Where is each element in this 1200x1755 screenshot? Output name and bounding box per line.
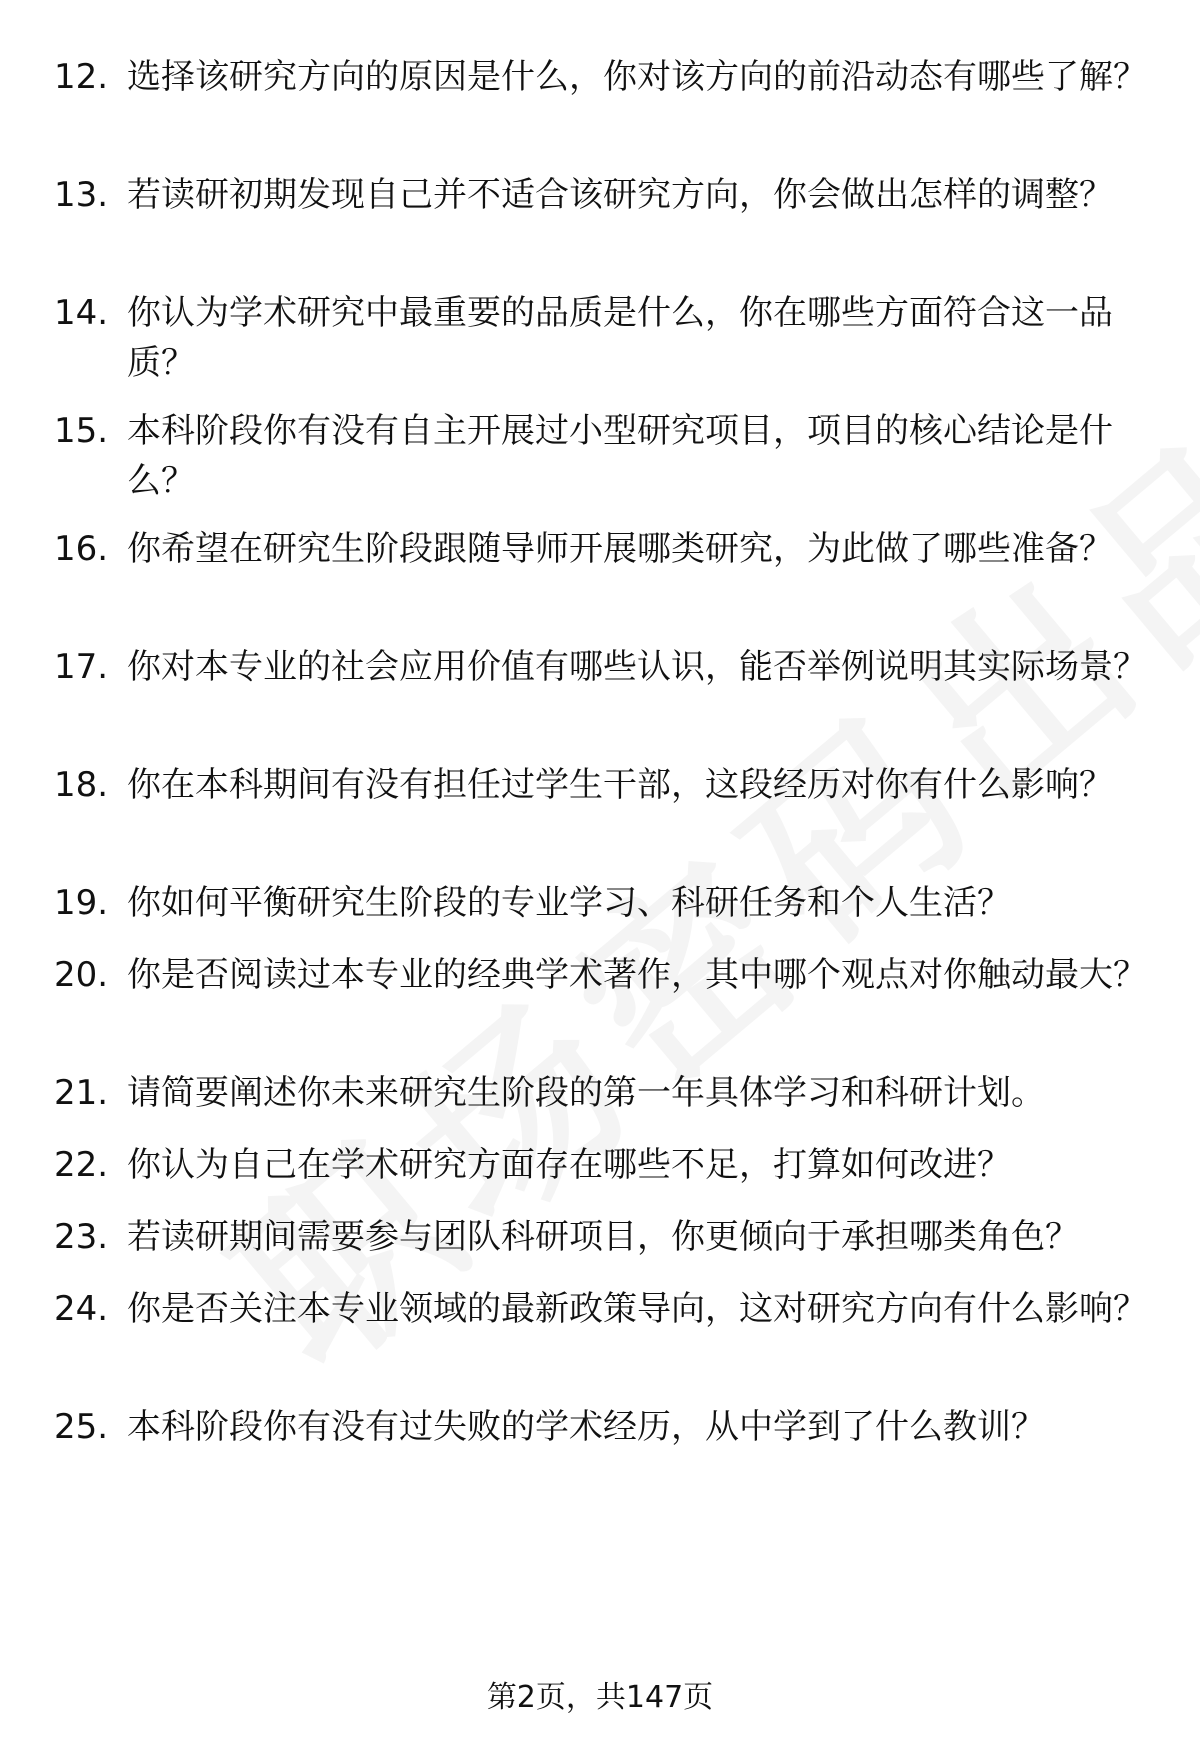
question-number: 24. <box>54 1289 109 1329</box>
question-text: 你是否阅读过本专业的经典学术著作，其中哪个观点对你触动最大？ <box>127 955 1147 995</box>
question-text: 若读研期间需要参与团队科研项目，你更倾向于承担哪类角色？ <box>127 1217 1079 1257</box>
question-text: 请简要阐述你未来研究生阶段的第一年具体学习和科研计划。 <box>127 1073 1045 1113</box>
question-number: 21. <box>54 1073 109 1113</box>
question-text: 你在本科期间有没有担任过学生干部，这段经历对你有什么影响？ <box>127 765 1113 805</box>
question-text: 你认为自己在学术研究方面存在哪些不足，打算如何改进？ <box>127 1145 1011 1185</box>
question-text: 你如何平衡研究生阶段的专业学习、科研任务和个人生活？ <box>127 883 1011 923</box>
question-text: 你认为学术研究中最重要的品质是什么，你在哪些方面符合这一品质？ <box>127 293 1113 383</box>
question-number: 22. <box>54 1145 109 1185</box>
question-number: 25. <box>54 1407 109 1447</box>
question-number: 12. <box>54 57 109 97</box>
question-text: 选择该研究方向的原因是什么，你对该方向的前沿动态有哪些了解？ <box>127 57 1147 97</box>
question-number: 17. <box>54 647 109 687</box>
question-number: 19. <box>54 883 109 923</box>
question-text: 本科阶段你有没有自主开展过小型研究项目，项目的核心结论是什么？ <box>127 411 1113 501</box>
question-number: 14. <box>54 293 109 333</box>
page-number: 第2页，共147页 <box>486 1680 714 1715</box>
question-text: 你希望在研究生阶段跟随导师开展哪类研究，为此做了哪些准备？ <box>127 529 1113 569</box>
question-text: 若读研初期发现自己并不适合该研究方向，你会做出怎样的调整？ <box>127 175 1113 215</box>
question-text: 你对本专业的社会应用价值有哪些认识，能否举例说明其实际场景？ <box>127 647 1147 687</box>
question-text: 本科阶段你有没有过失败的学术经历，从中学到了什么教训？ <box>127 1407 1045 1447</box>
question-number: 20. <box>54 955 109 995</box>
question-number: 23. <box>54 1217 109 1257</box>
question-text: 你是否关注本专业领域的最新政策导向，这对研究方向有什么影响？ <box>127 1289 1147 1329</box>
question-number: 13. <box>54 175 109 215</box>
question-number: 16. <box>54 529 109 569</box>
question-number: 15. <box>54 411 109 451</box>
question-number: 18. <box>54 765 109 805</box>
